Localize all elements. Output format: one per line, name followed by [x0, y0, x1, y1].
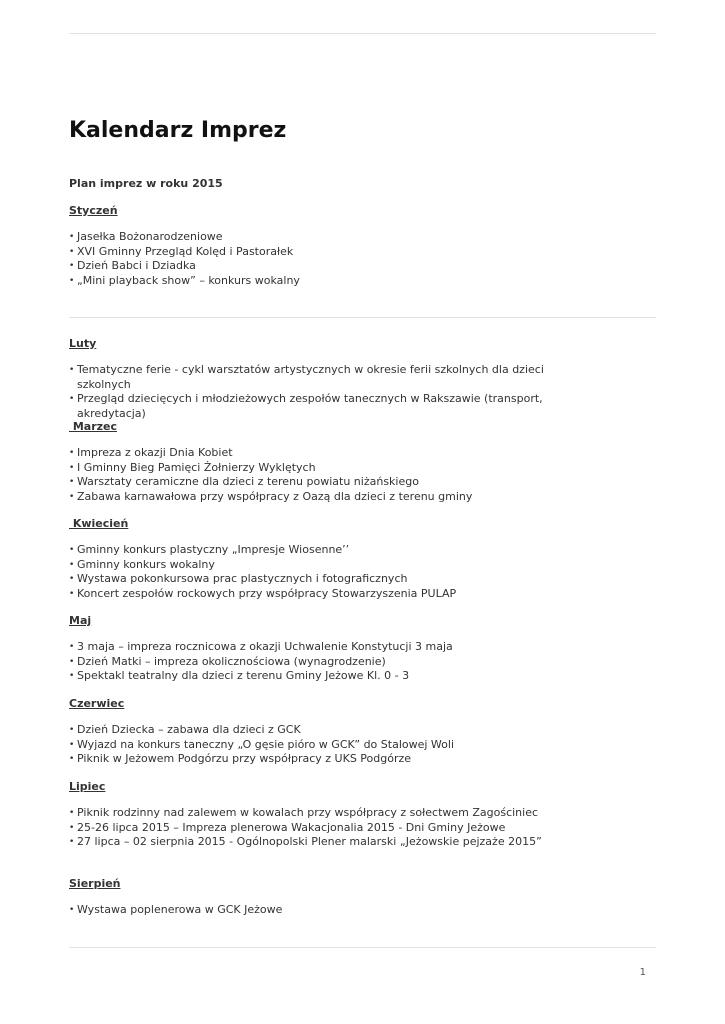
month-heading-lipiec: Lipiec — [69, 780, 106, 793]
list-item: • Gminny konkurs plastyczny „Impresje Wiosenne’’ — [69, 543, 549, 558]
month-heading-czerwiec: Czerwiec — [69, 697, 125, 710]
list-item: • Dzień Babci i Dziadka — [69, 259, 549, 274]
event-list-czerwiec — [69, 723, 549, 767]
list-item: • Tematyczne ferie - cykl warsztatów artystycznych w okresie ferii szkolnych dla dzieci szkolnych — [69, 363, 549, 392]
list-item: • „Mini playback show” – konkurs wokalny — [69, 274, 549, 289]
event-list-styczen — [69, 230, 549, 288]
list-item: • Spektakl teatralny dla dzieci z terenu Gminy Jeżowe Kl. 0 - 3 — [69, 669, 549, 684]
plan-subtitle: Plan imprez w roku 2015 — [69, 177, 223, 190]
list-item: • Dzień Matki – impreza okolicznościowa (wynagrodzenie) — [69, 655, 549, 670]
list-item: • Wystawa poplenerowa w GCK Jeżowe — [69, 903, 549, 918]
event-list-lipiec — [69, 806, 589, 850]
month-heading-sierpien: Sierpień — [69, 877, 121, 890]
section-divider — [69, 317, 656, 318]
month-heading-styczen: Styczeń — [69, 204, 118, 217]
list-item: • Przegląd dziecięcych i młodzieżowych zespołów tanecznych w Rakszawie (transport, akredytacja) — [69, 392, 549, 421]
list-item: • Zabawa karnawałowa przy współpracy z Oazą dla dzieci z terenu gminy — [69, 490, 549, 505]
page-title: Kalendarz Imprez — [69, 118, 287, 143]
list-item: • Piknik rodzinny nad zalewem w kowalach przy współpracy z sołectwem Zagościniec — [69, 806, 589, 821]
list-item: • Wystawa pokonkursowa prac plastycznych i fotograficznych — [69, 572, 549, 587]
list-item: • Piknik w Jeżowem Podgórzu przy współpracy z UKS Podgórze — [69, 752, 549, 767]
list-item: • 27 lipca – 02 sierpnia 2015 - Ogólnopolski Plener malarski „Jeżowskie pejzaże 2015” — [69, 835, 589, 850]
page-number: 1 — [639, 967, 646, 978]
event-list-luty — [69, 363, 549, 421]
list-item: • Warsztaty ceramiczne dla dzieci z terenu powiatu niżańskiego — [69, 475, 549, 490]
list-item: • Gminny konkurs wokalny — [69, 558, 549, 573]
event-list-kwiecien — [69, 543, 549, 601]
bottom-divider — [69, 947, 656, 948]
top-divider — [69, 33, 656, 34]
list-item: • Dzień Dziecka – zabawa dla dzieci z GCK — [69, 723, 549, 738]
list-item: • Wyjazd na konkurs taneczny „O gęsie pióro w GCK” do Stalowej Woli — [69, 738, 549, 753]
event-list-sierpien — [69, 903, 549, 918]
list-item: • Koncert zespołów rockowych przy współpracy Stowarzyszenia PULAP — [69, 587, 549, 602]
list-item: • 3 maja – impreza rocznicowa z okazji Uchwalenie Konstytucji 3 maja — [69, 640, 549, 655]
list-item: • Impreza z okazji Dnia Kobiet — [69, 446, 549, 461]
list-item: • Jasełka Bożonarodzeniowe — [69, 230, 549, 245]
month-heading-luty: Luty — [69, 337, 97, 350]
list-item: • 25-26 lipca 2015 – Impreza plenerowa Wakacjonalia 2015 - Dni Gminy Jeżowe — [69, 821, 589, 836]
month-heading-marzec: Marzec — [69, 420, 118, 433]
list-item: • XVI Gminny Przegląd Kolęd i Pastorałek — [69, 245, 549, 260]
month-heading-kwiecien: Kwiecień — [69, 517, 129, 530]
list-item: • I Gminny Bieg Pamięci Żołnierzy Wyklętych — [69, 461, 549, 476]
month-heading-maj: Maj — [69, 614, 92, 627]
event-list-marzec — [69, 446, 549, 504]
event-list-maj — [69, 640, 549, 684]
